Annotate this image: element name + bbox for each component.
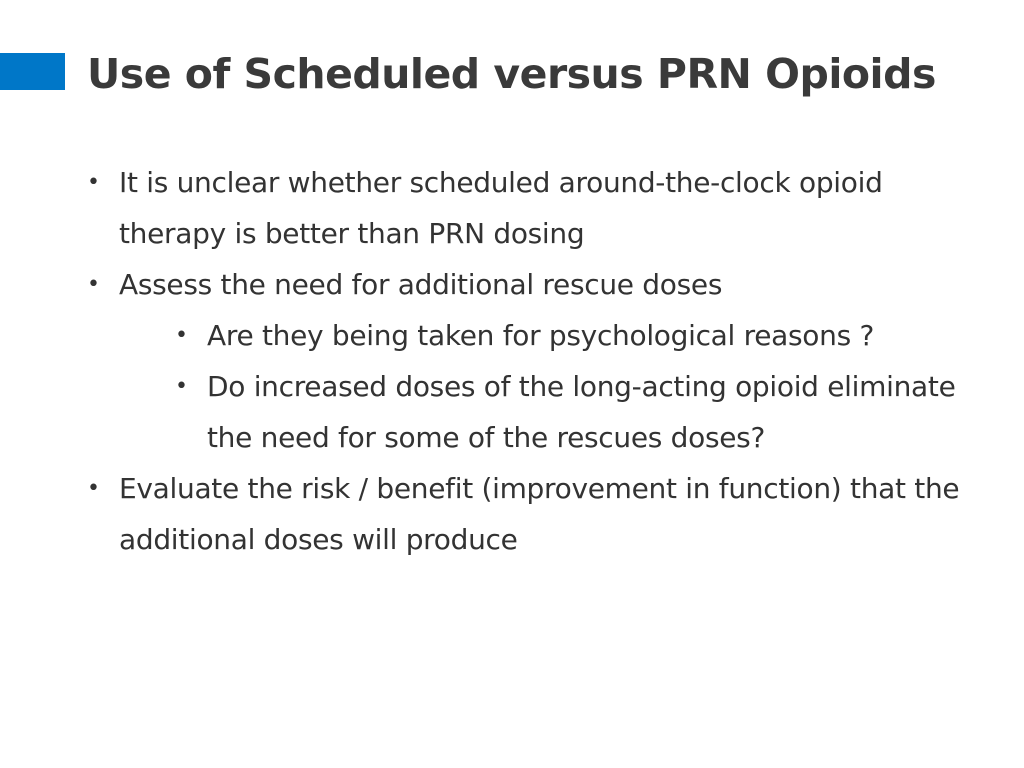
sub-bullet-item [87,310,967,361]
sub-bullet-item [87,361,967,463]
bullet-marker: • [175,323,188,348]
bullet-marker: • [87,476,100,501]
bullet-text: Evaluate the risk / benefit (improvement in function) that the additional doses will produce [119,472,960,556]
bullet-text: It is unclear whether scheduled around-the-clock opioid therapy is better than PRN dosing [119,166,883,250]
bullet-item [87,463,967,565]
bullet-item [87,157,967,259]
bullet-text: Do increased doses of the long-acting opioid eliminate the need for some of the rescues doses? [207,370,956,454]
bullet-marker: • [87,272,100,297]
bullet-text: Assess the need for additional rescue doses [119,268,723,301]
bullet-text: Are they being taken for psychological reasons ? [207,319,875,352]
bullet-list [87,157,967,565]
slide-title: Use of Scheduled versus PRN Opioids [87,50,936,98]
bullet-marker: • [87,170,100,195]
bullet-marker: • [175,374,188,399]
title-accent-bar [0,53,65,90]
bullet-item [87,259,967,310]
